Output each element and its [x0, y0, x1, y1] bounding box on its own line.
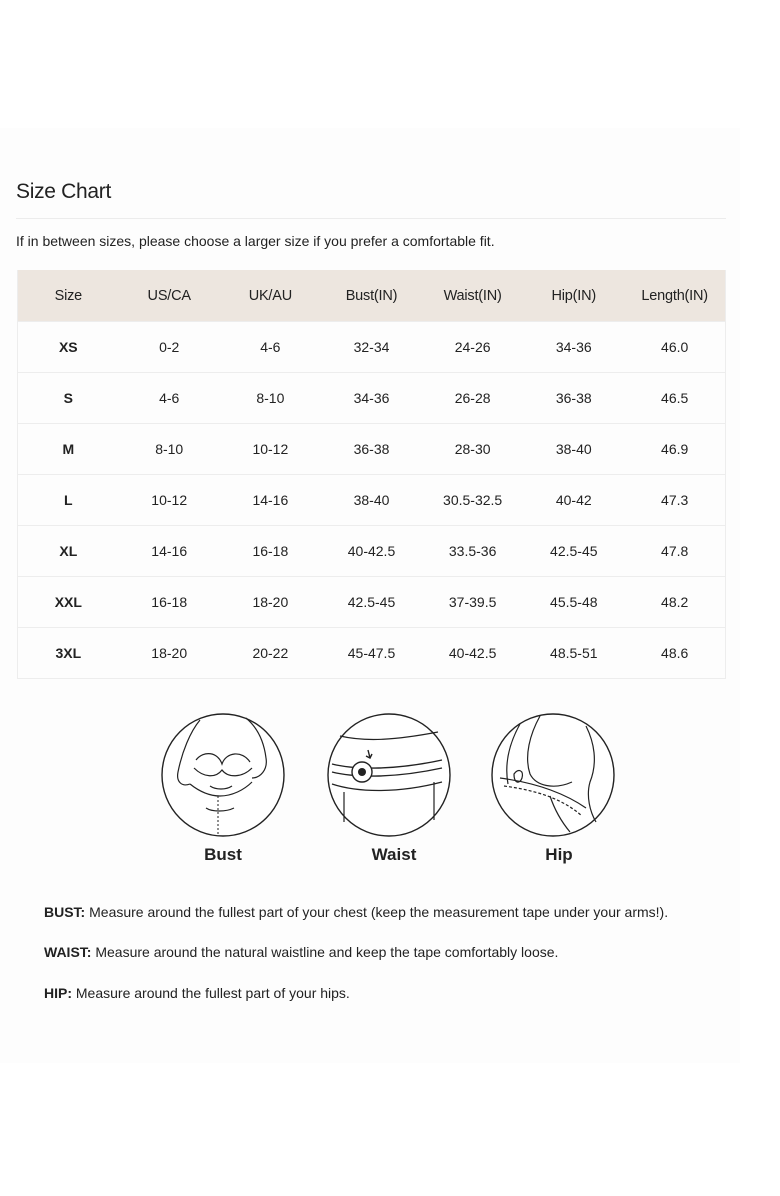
- table-row: [18, 628, 726, 679]
- fit-note: If in between sizes, please choose a larger size if you prefer a comfortable fit.: [16, 233, 495, 249]
- header-us-ca: US/CA: [119, 270, 220, 322]
- table-cell: 18-20: [220, 577, 321, 628]
- header-waist: Waist(IN): [422, 270, 523, 322]
- table-cell: XL: [18, 526, 119, 577]
- table-cell: 36-38: [523, 373, 624, 424]
- table-cell: 8-10: [119, 424, 220, 475]
- hip-term: HIP:: [44, 985, 72, 1001]
- table-cell: 20-22: [220, 628, 321, 679]
- table-header-row: [18, 270, 726, 322]
- table-cell: 34-36: [523, 322, 624, 373]
- page-title: Size Chart: [16, 180, 112, 203]
- table-cell: 45-47.5: [321, 628, 422, 679]
- waist-measure-illustration: [326, 712, 452, 838]
- table-row: [18, 322, 726, 373]
- table-cell: 48.2: [624, 577, 725, 628]
- table-cell: 3XL: [18, 628, 119, 679]
- waist-term: WAIST:: [44, 944, 92, 960]
- table-cell: L: [18, 475, 119, 526]
- table-cell: 26-28: [422, 373, 523, 424]
- table-cell: 18-20: [119, 628, 220, 679]
- table-row: [18, 373, 726, 424]
- table-cell: 4-6: [220, 322, 321, 373]
- table-cell: 48.5-51: [523, 628, 624, 679]
- hip-definition: [44, 985, 350, 1001]
- bust-term: BUST:: [44, 904, 86, 920]
- hip-label: Hip: [545, 845, 573, 864]
- header-length: Length(IN): [624, 270, 725, 322]
- hip-measure-illustration: [490, 712, 616, 838]
- table-cell: 8-10: [220, 373, 321, 424]
- table-cell: 16-18: [119, 577, 220, 628]
- table-cell: 42.5-45: [321, 577, 422, 628]
- waist-definition: [44, 944, 558, 960]
- table-cell: M: [18, 424, 119, 475]
- bust-definition: [44, 904, 668, 920]
- table-cell: 40-42.5: [422, 628, 523, 679]
- table-cell: 46.5: [624, 373, 725, 424]
- table-row: [18, 577, 726, 628]
- table-cell: 47.8: [624, 526, 725, 577]
- header-hip: Hip(IN): [523, 270, 624, 322]
- table-cell: S: [18, 373, 119, 424]
- table-cell: 10-12: [220, 424, 321, 475]
- table-cell: 30.5-32.5: [422, 475, 523, 526]
- table-cell: 33.5-36: [422, 526, 523, 577]
- bust-label: Bust: [204, 845, 242, 864]
- table-cell: 10-12: [119, 475, 220, 526]
- table-cell: 36-38: [321, 424, 422, 475]
- table-cell: 38-40: [321, 475, 422, 526]
- table-cell: 46.9: [624, 424, 725, 475]
- waist-label: Waist: [371, 845, 417, 864]
- header-uk-au: UK/AU: [220, 270, 321, 322]
- table-row: [18, 424, 726, 475]
- table-cell: XS: [18, 322, 119, 373]
- table-cell: 14-16: [119, 526, 220, 577]
- table-cell: 28-30: [422, 424, 523, 475]
- table-cell: 45.5-48: [523, 577, 624, 628]
- table-cell: 40-42: [523, 475, 624, 526]
- table-cell: 38-40: [523, 424, 624, 475]
- table-cell: 14-16: [220, 475, 321, 526]
- table-cell: 37-39.5: [422, 577, 523, 628]
- table-cell: 32-34: [321, 322, 422, 373]
- table-cell: 40-42.5: [321, 526, 422, 577]
- table-cell: XXL: [18, 577, 119, 628]
- table-cell: 46.0: [624, 322, 725, 373]
- header-size: Size: [18, 270, 119, 322]
- table-cell: 24-26: [422, 322, 523, 373]
- table-cell: 48.6: [624, 628, 725, 679]
- table-row: [18, 526, 726, 577]
- size-table: [17, 270, 726, 679]
- table-cell: 0-2: [119, 322, 220, 373]
- waist-text: Measure around the natural waistline and keep the tape comfortably loose.: [91, 944, 559, 960]
- header-bust: Bust(IN): [321, 270, 422, 322]
- title-divider: [16, 218, 726, 219]
- table-cell: 4-6: [119, 373, 220, 424]
- table-cell: 34-36: [321, 373, 422, 424]
- table-row: [18, 475, 726, 526]
- table-cell: 42.5-45: [523, 526, 624, 577]
- table-cell: 16-18: [220, 526, 321, 577]
- bust-measure-illustration: [160, 712, 286, 838]
- table-cell: 47.3: [624, 475, 725, 526]
- hip-text: Measure around the fullest part of your hips.: [72, 985, 350, 1001]
- bust-text: Measure around the fullest part of your chest (keep the measurement tape under your arms!).: [85, 904, 669, 920]
